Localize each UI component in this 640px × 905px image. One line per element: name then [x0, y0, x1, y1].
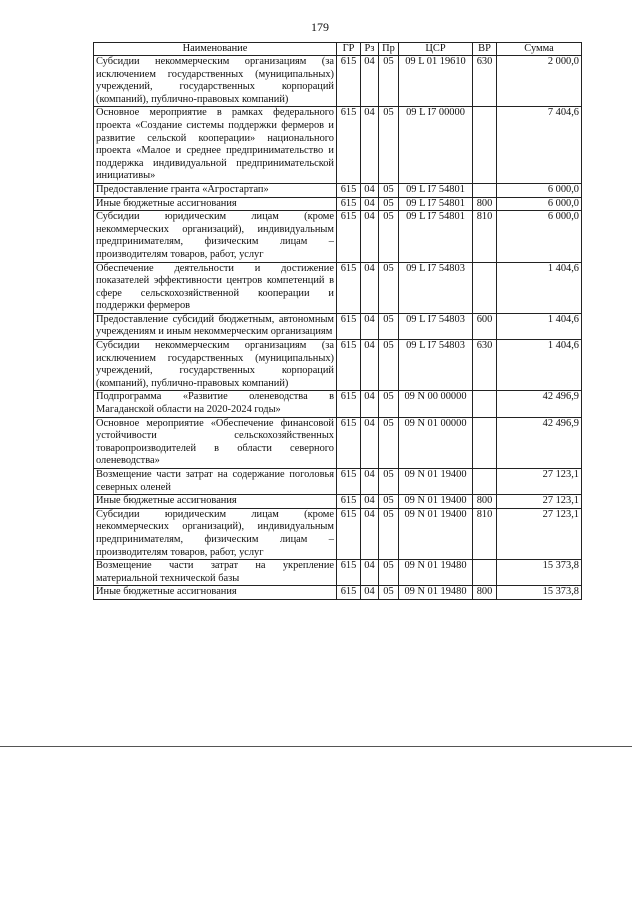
table-row — [94, 560, 582, 586]
table-row — [94, 313, 582, 339]
cell-vr — [473, 391, 497, 417]
cell-gr: 615 — [337, 495, 361, 509]
cell-csr: 09 N 01 19400 — [399, 508, 473, 559]
cell-gr: 615 — [337, 56, 361, 107]
cell-gr: 615 — [337, 391, 361, 417]
cell-rz: 04 — [361, 107, 379, 184]
cell-pr: 05 — [379, 417, 399, 468]
cell-sum: 15 373,8 — [497, 586, 582, 600]
header-vr: ВР — [473, 43, 497, 56]
cell-vr: 600 — [473, 313, 497, 339]
cell-rz: 04 — [361, 340, 379, 391]
cell-gr: 615 — [337, 262, 361, 313]
header-sum: Сумма — [497, 43, 582, 56]
table-row — [94, 107, 582, 184]
cell-sum: 27 123,1 — [497, 508, 582, 559]
cell-pr: 05 — [379, 391, 399, 417]
cell-gr: 615 — [337, 586, 361, 600]
cell-vr — [473, 560, 497, 586]
cell-vr — [473, 469, 497, 495]
cell-sum: 27 123,1 — [497, 495, 582, 509]
cell-pr: 05 — [379, 262, 399, 313]
cell-pr: 05 — [379, 560, 399, 586]
cell-rz: 04 — [361, 183, 379, 197]
cell-name: Субсидии юридическим лицам (кроме некоммерческих организаций), индивидуальным предпринимателям, физическим лицам – производителям товаров, работ, услуг — [94, 508, 337, 559]
cell-pr: 05 — [379, 469, 399, 495]
cell-gr: 615 — [337, 340, 361, 391]
header-name: Наименование — [94, 43, 337, 56]
cell-rz: 04 — [361, 56, 379, 107]
cell-gr: 615 — [337, 560, 361, 586]
cell-sum: 2 000,0 — [497, 56, 582, 107]
table-row — [94, 495, 582, 509]
cell-gr: 615 — [337, 313, 361, 339]
budget-table — [93, 42, 582, 600]
table-body — [94, 56, 582, 600]
cell-name: Субсидии некоммерческим организациям (за исключением государственных (муниципальных) учреждений, государственных корпораций (компаний), публично-правовых компаний) — [94, 56, 337, 107]
cell-pr: 05 — [379, 183, 399, 197]
cell-gr: 615 — [337, 469, 361, 495]
cell-csr: 09 L I7 54801 — [399, 197, 473, 211]
cell-pr: 05 — [379, 211, 399, 262]
cell-pr: 05 — [379, 508, 399, 559]
cell-pr: 05 — [379, 56, 399, 107]
cell-pr: 05 — [379, 495, 399, 509]
header-csr: ЦСР — [399, 43, 473, 56]
cell-rz: 04 — [361, 197, 379, 211]
cell-sum: 27 123,1 — [497, 469, 582, 495]
cell-gr: 615 — [337, 508, 361, 559]
page-number: 179 — [311, 20, 329, 34]
cell-sum: 6 000,0 — [497, 197, 582, 211]
table-row — [94, 417, 582, 468]
cell-csr: 09 L I7 54803 — [399, 313, 473, 339]
table-row — [94, 391, 582, 417]
cell-sum: 42 496,9 — [497, 417, 582, 468]
cell-csr: 09 L I7 00000 — [399, 107, 473, 184]
cell-csr: 09 N 01 00000 — [399, 417, 473, 468]
cell-pr: 05 — [379, 107, 399, 184]
cell-gr: 615 — [337, 197, 361, 211]
cell-vr: 800 — [473, 495, 497, 509]
cell-sum: 1 404,6 — [497, 262, 582, 313]
cell-sum: 7 404,6 — [497, 107, 582, 184]
cell-rz: 04 — [361, 313, 379, 339]
cell-vr — [473, 417, 497, 468]
footer-divider — [0, 746, 632, 747]
table-row — [94, 183, 582, 197]
cell-vr: 630 — [473, 340, 497, 391]
cell-rz: 04 — [361, 508, 379, 559]
cell-sum: 1 404,6 — [497, 313, 582, 339]
table-row — [94, 340, 582, 391]
cell-rz: 04 — [361, 391, 379, 417]
cell-csr: 09 N 01 19400 — [399, 469, 473, 495]
cell-name: Иные бюджетные ассигнования — [94, 197, 337, 211]
cell-csr: 09 N 01 19480 — [399, 560, 473, 586]
cell-name: Основное мероприятие «Обеспечение финансовой устойчивости сельскохозяйственных товаропроизводителей в области северного оленеводства» — [94, 417, 337, 468]
cell-sum: 42 496,9 — [497, 391, 582, 417]
header-pr: Пр — [379, 43, 399, 56]
cell-pr: 05 — [379, 340, 399, 391]
cell-rz: 04 — [361, 417, 379, 468]
cell-vr — [473, 183, 497, 197]
cell-name: Возмещение части затрат на содержание поголовья северных оленей — [94, 469, 337, 495]
table-row — [94, 586, 582, 600]
cell-rz: 04 — [361, 560, 379, 586]
cell-vr: 810 — [473, 508, 497, 559]
cell-name: Возмещение части затрат на укрепление материальной технической базы — [94, 560, 337, 586]
cell-vr — [473, 262, 497, 313]
cell-sum: 15 373,8 — [497, 560, 582, 586]
cell-vr — [473, 107, 497, 184]
cell-name: Иные бюджетные ассигнования — [94, 586, 337, 600]
table-row — [94, 469, 582, 495]
cell-csr: 09 L I7 54801 — [399, 183, 473, 197]
cell-csr: 09 L I7 54801 — [399, 211, 473, 262]
cell-gr: 615 — [337, 417, 361, 468]
table-row — [94, 508, 582, 559]
cell-name: Иные бюджетные ассигнования — [94, 495, 337, 509]
cell-pr: 05 — [379, 197, 399, 211]
header-rz: Рз — [361, 43, 379, 56]
cell-sum: 6 000,0 — [497, 183, 582, 197]
cell-name: Субсидии юридическим лицам (кроме некоммерческих организаций), индивидуальным предпринимателям, физическим лицам – производителям товаров, работ, услуг — [94, 211, 337, 262]
table-row — [94, 197, 582, 211]
cell-rz: 04 — [361, 586, 379, 600]
cell-vr: 800 — [473, 197, 497, 211]
cell-csr: 09 N 00 00000 — [399, 391, 473, 417]
table-row — [94, 211, 582, 262]
cell-pr: 05 — [379, 586, 399, 600]
cell-sum: 1 404,6 — [497, 340, 582, 391]
cell-name: Подпрограмма «Развитие оленеводства в Магаданской области на 2020-2024 годы» — [94, 391, 337, 417]
cell-pr: 05 — [379, 313, 399, 339]
cell-rz: 04 — [361, 495, 379, 509]
cell-vr: 800 — [473, 586, 497, 600]
cell-name: Обеспечение деятельности и достижение показателей эффективности центров компетенций в сфере сельскохозяйственной кооперации и поддержки фермеров — [94, 262, 337, 313]
cell-csr: 09 L 01 19610 — [399, 56, 473, 107]
cell-rz: 04 — [361, 262, 379, 313]
cell-csr: 09 L I7 54803 — [399, 340, 473, 391]
table-row — [94, 56, 582, 107]
header-gr: ГР — [337, 43, 361, 56]
cell-rz: 04 — [361, 211, 379, 262]
cell-sum: 6 000,0 — [497, 211, 582, 262]
cell-gr: 615 — [337, 107, 361, 184]
cell-gr: 615 — [337, 183, 361, 197]
cell-name: Субсидии некоммерческим организациям (за исключением государственных (муниципальных) учреждений, государственных корпораций (компаний), публично-правовых компаний) — [94, 340, 337, 391]
cell-name: Основное мероприятие в рамках федерального проекта «Создание системы поддержки фермеров и развитие сельской кооперации» национального проекта «Малое и среднее предпринимательство и поддержка индивидуальной предпринимательской инициативы» — [94, 107, 337, 184]
cell-vr: 630 — [473, 56, 497, 107]
table-row — [94, 262, 582, 313]
header-row — [94, 43, 582, 56]
cell-name: Предоставление гранта «Агростартап» — [94, 183, 337, 197]
cell-rz: 04 — [361, 469, 379, 495]
cell-name: Предоставление субсидий бюджетным, автономным учреждениям и иным некоммерческим организациям — [94, 313, 337, 339]
cell-vr: 810 — [473, 211, 497, 262]
table-header — [94, 43, 582, 56]
cell-csr: 09 N 01 19480 — [399, 586, 473, 600]
cell-csr: 09 L I7 54803 — [399, 262, 473, 313]
cell-gr: 615 — [337, 211, 361, 262]
cell-csr: 09 N 01 19400 — [399, 495, 473, 509]
